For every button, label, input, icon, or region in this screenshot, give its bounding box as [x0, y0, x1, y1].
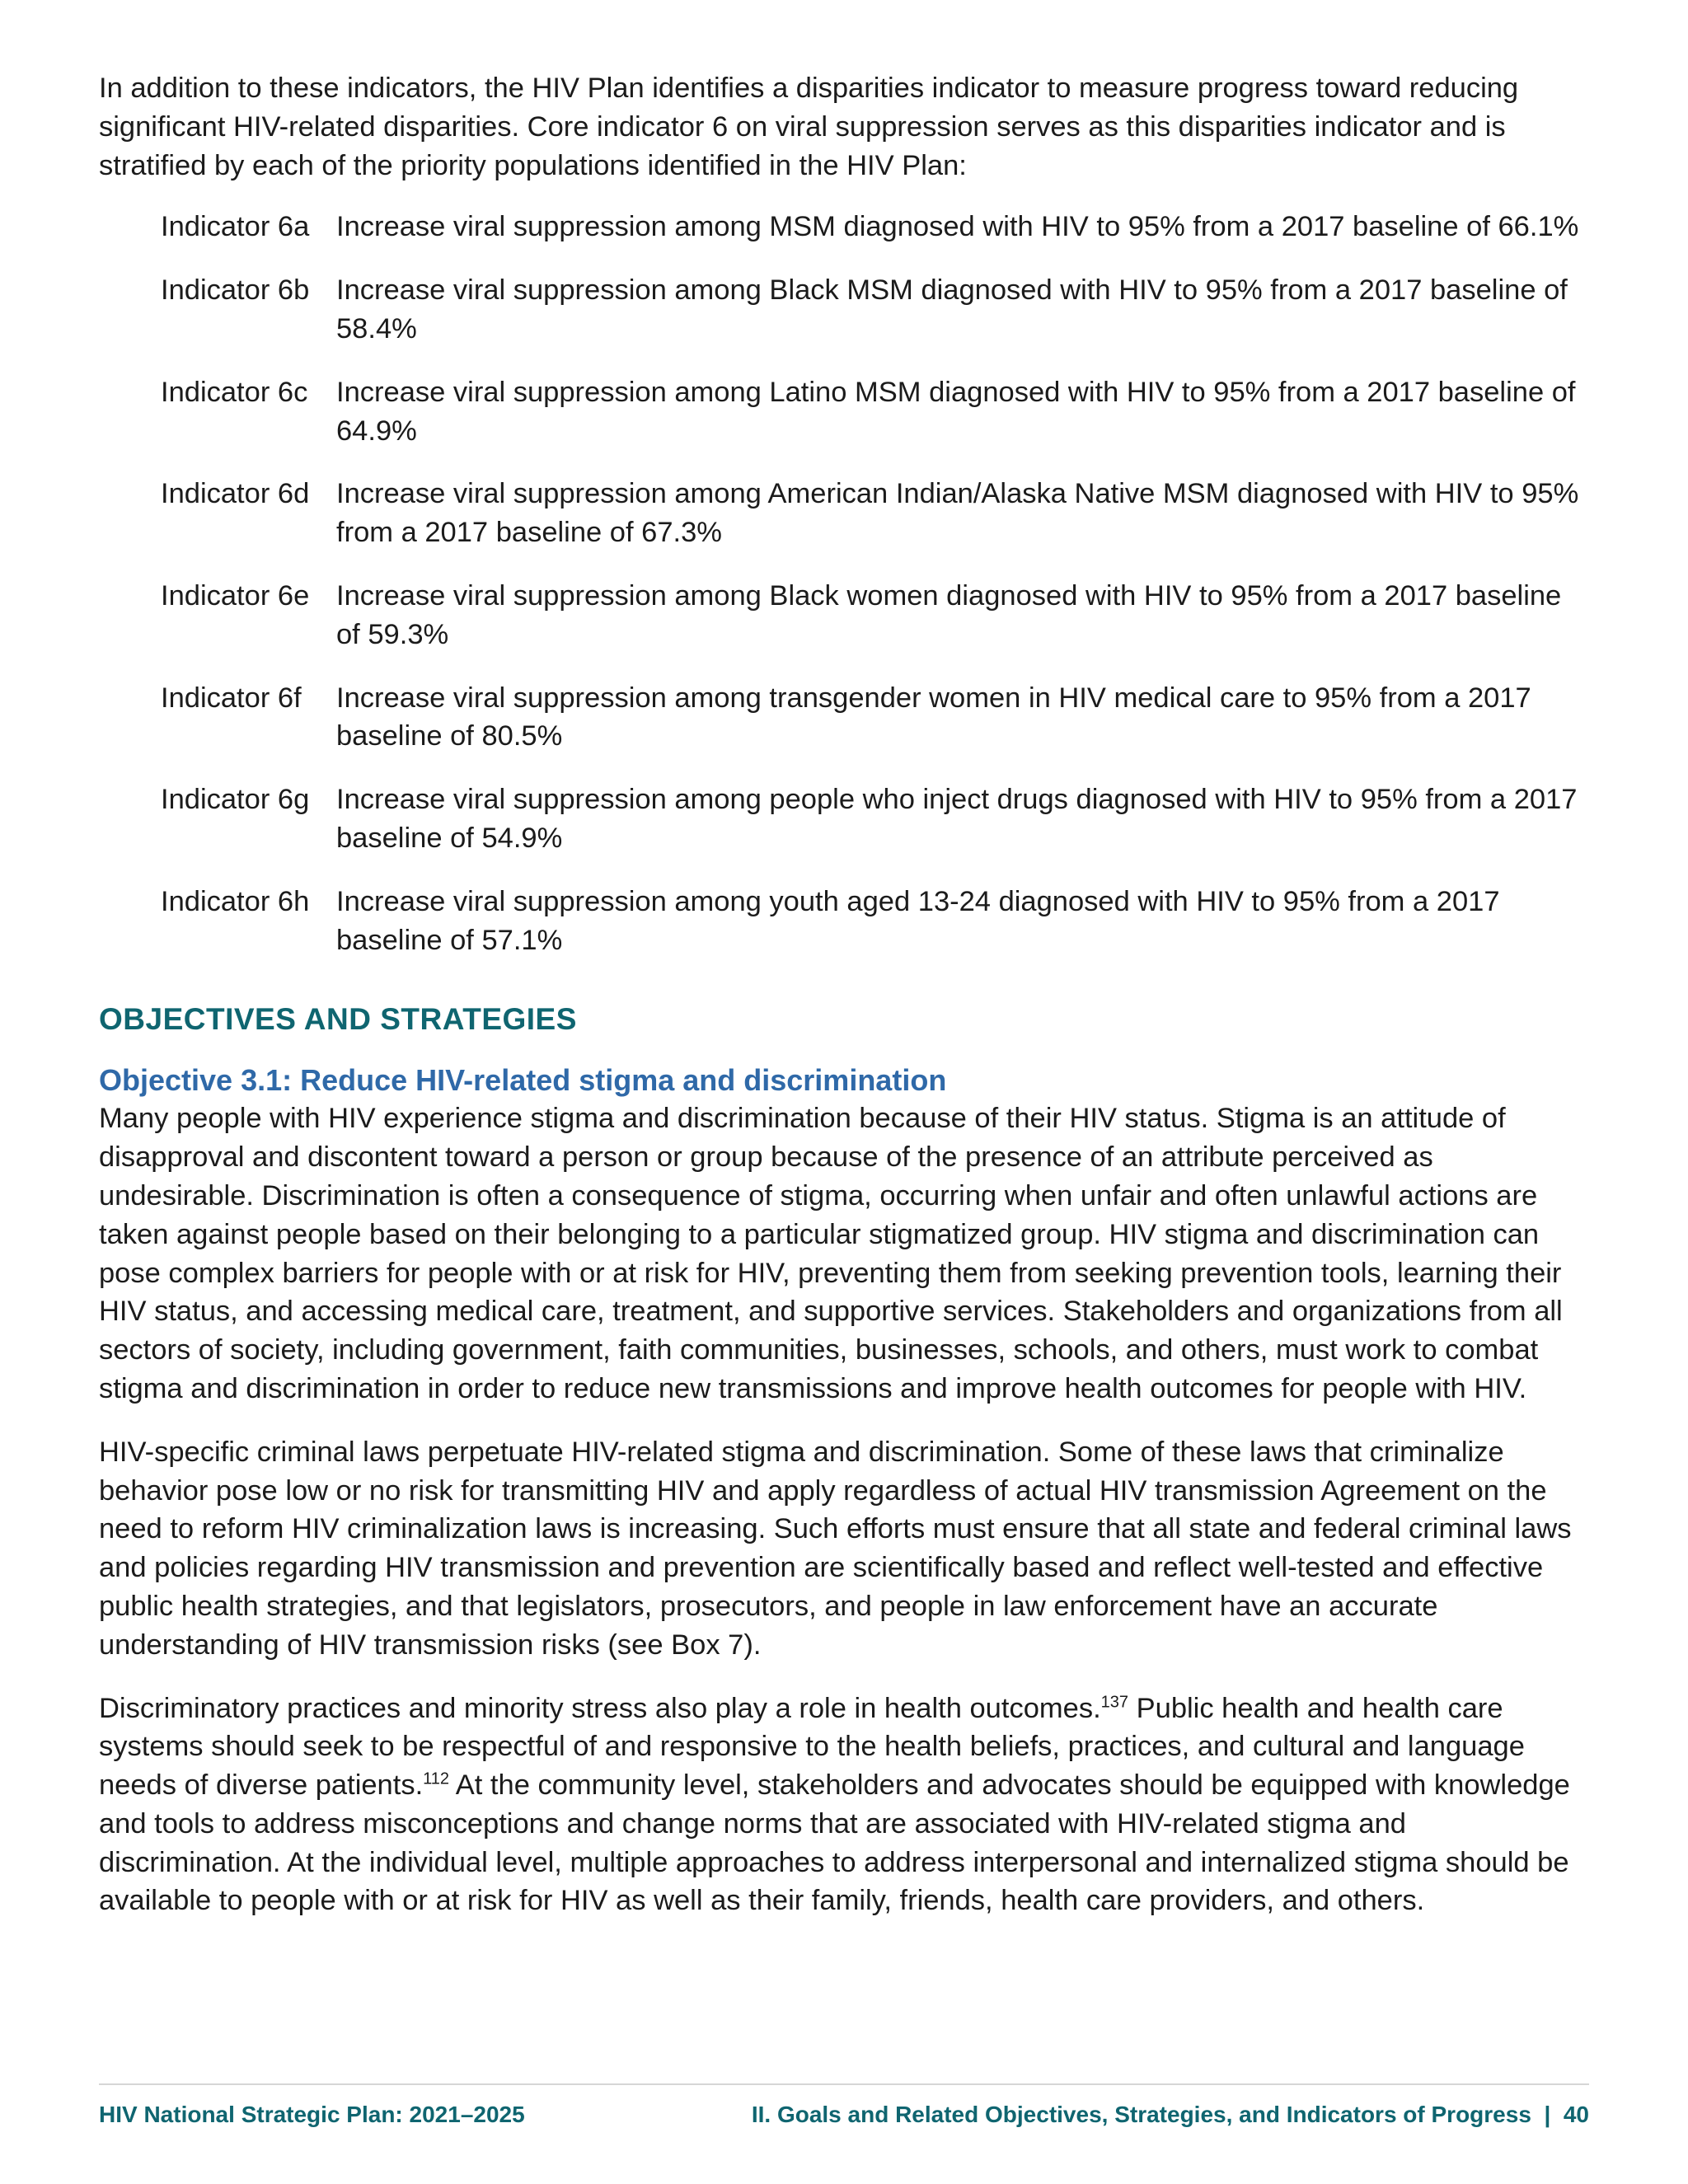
indicator-text: Increase viral suppression among youth aged 13-24 diagnosed with HIV to 95% from a 2017 baseline of 57.1%: [336, 885, 1500, 956]
body-paragraph-discriminatory-practices: [99, 1690, 1589, 1921]
intro-paragraph: In addition to these indicators, the HIV Plan identifies a disparities indicator to measure progress toward reducing significant HIV-related disparities. Core indicator 6 on viral suppression serves as this disparities indicator and is stratified by each of the priority populations identified in the HIV Plan:: [99, 73, 1519, 181]
footnote-reference: 137: [1100, 1693, 1129, 1711]
section-heading: OBJECTIVES AND STRATEGIES: [99, 1002, 577, 1037]
indicator-row: [99, 271, 1589, 349]
indicator-row: [99, 679, 1589, 757]
paragraph-text: Public health and health care systems should seek to be respectful of and responsive to the health beliefs, practices, and cultural and language needs of diverse patients.: [99, 1692, 1525, 1802]
paragraph-text: At the community level, stakeholders and advocates should be equipped with knowledge and tools to address misconceptions and change norms that are associated with HIV-related stigma and discrimination. At the individual level, multiple approaches to address interpersonal and internalized stigma should be available to people with or at risk for HIV as well as their family, friends, health care providers, and others.: [99, 1769, 1570, 1917]
footer-section-page: II. Goals and Related Objectives, Strategies, and Indicators of Progress | 40: [751, 2102, 1589, 2127]
indicator-row: [99, 475, 1589, 552]
indicator-text: Increase viral suppression among American Indian/Alaska Native MSM diagnosed with HIV to 95% from a 2017 baseline of 67.3%: [336, 478, 1579, 549]
footnote-reference: 112: [423, 1769, 450, 1788]
indicator-id: Indicator 6c: [161, 376, 308, 408]
indicator-id: Indicator 6b: [161, 274, 310, 307]
indicator-row: [99, 373, 1589, 451]
indicator-text: Increase viral suppression among Black women diagnosed with HIV to 95% from a 2017 baseline of 59.3%: [336, 579, 1562, 650]
indicator-id: Indicator 6a: [161, 211, 310, 243]
indicator-id: Indicator 6h: [161, 885, 310, 917]
indicator-text: Increase viral suppression among Black MSM diagnosed with HIV to 95% from a 2017 baseline of 58.4%: [336, 274, 1568, 344]
objective-title: Objective 3.1: Reduce HIV-related stigma and discrimination: [99, 1063, 947, 1098]
footer-divider: [99, 2083, 1589, 2085]
indicator-text: Increase viral suppression among MSM diagnosed with HIV to 95% from a 2017 baseline of 66.1%: [336, 211, 1579, 243]
indicator-id: Indicator 6e: [161, 579, 310, 612]
indicator-list: [99, 208, 1589, 959]
body-paragraph-criminal-laws: HIV-specific criminal laws perpetuate HIV-related stigma and discrimination. Some of these laws that criminalize behavior pose low or no risk for transmitting HIV and apply regardless of actual HIV transmission Agreement on the need to reform HIV criminalization laws is increasing. Such efforts must ensure that all state and federal criminal laws and policies regarding HIV transmission and prevention are scientifically based and reflect well-tested and effective public health strategies, and that legislators, prosecutors, and people in law enforcement have an accurate understanding of HIV transmission risks (see Box 7).: [99, 1436, 1572, 1661]
indicator-row: [99, 577, 1589, 654]
indicator-id: Indicator 6f: [161, 682, 302, 714]
indicator-row: [99, 883, 1589, 960]
body-paragraph-stigma: Many people with HIV experience stigma and discrimination because of their HIV status. Stigma is an attitude of disapproval and discontent toward a person or group because of the presence of an attribute perceived as undesirable. Discrimination is often a consequence of stigma, occurring when unfair and often unlawful actions are taken against people based on their belonging to a particular stigmatized group. HIV stigma and discrimination can pose complex barriers for people with or at risk for HIV, preventing them from seeking prevention tools, learning their HIV status, and accessing medical care, treatment, and supportive services. Stakeholders and organizations from all sectors of society, including government, faith communities, businesses, schools, and others, must work to combat stigma and discrimination in order to reduce new transmissions and improve health outcomes for people with HIV.: [99, 1103, 1563, 1404]
footer-document-title: HIV National Strategic Plan: 2021–2025: [99, 2102, 525, 2127]
indicator-text: Increase viral suppression among people who inject drugs diagnosed with HIV to 95% from a 2017 baseline of 54.9%: [336, 784, 1578, 854]
indicator-row: [99, 780, 1589, 858]
indicator-text: Increase viral suppression among Latino MSM diagnosed with HIV to 95% from a 2017 baseline of 64.9%: [336, 376, 1576, 447]
page-content: [99, 69, 1589, 1920]
indicator-row: [99, 208, 1589, 246]
indicator-id: Indicator 6g: [161, 784, 310, 816]
paragraph-text: Discriminatory practices and minority stress also play a role in health outcomes.: [99, 1692, 1101, 1724]
page-footer: [99, 2100, 1589, 2130]
indicator-id: Indicator 6d: [161, 478, 310, 510]
indicator-text: Increase viral suppression among transgender women in HIV medical care to 95% from a 2017 baseline of 80.5%: [336, 682, 1531, 752]
